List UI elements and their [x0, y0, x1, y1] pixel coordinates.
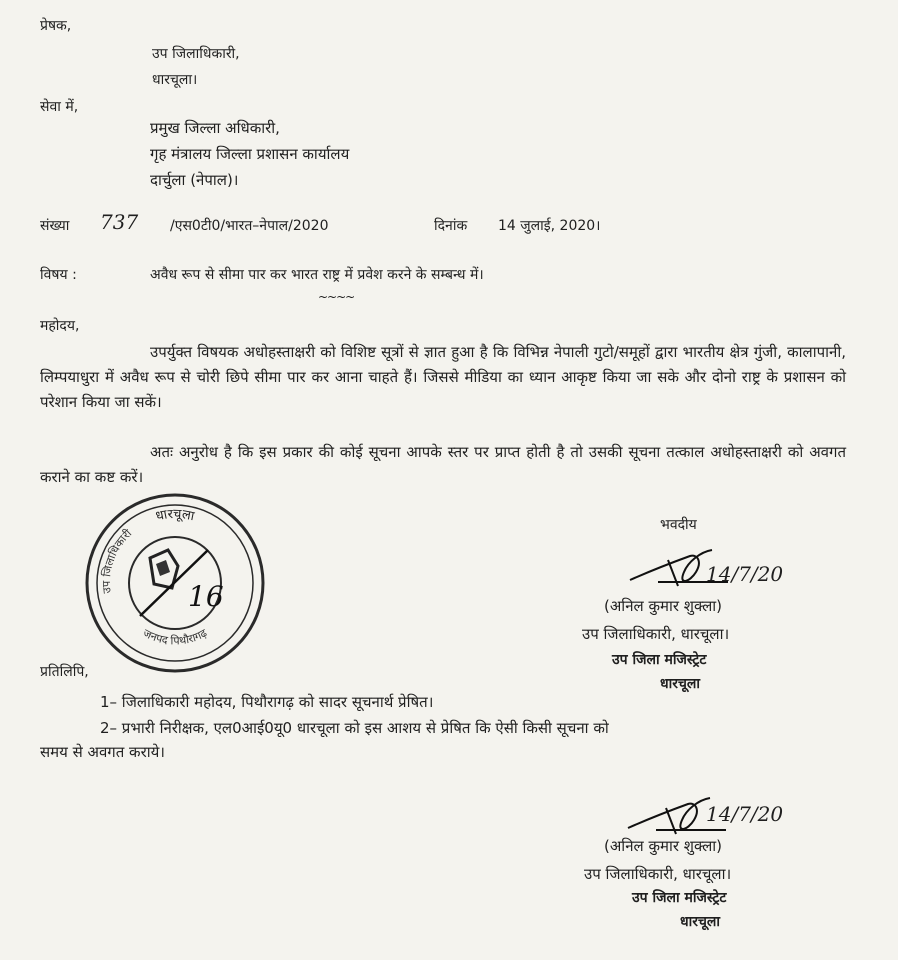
- stamp-designation: उप जिला मजिस्ट्रेट: [612, 652, 707, 668]
- signatory-2-designation: उप जिलाधिकारी, धारचूला।: [584, 865, 732, 883]
- stamp-2-designation: उप जिला मजिस्ट्रेट: [632, 890, 727, 906]
- signature-2-date: 14/7/20: [706, 802, 784, 826]
- copy-to-item-1: 1– जिलाधिकारी महोदय, पिथौरागढ़ को सादर सूचनार्थ प्रेषित।: [100, 693, 434, 711]
- reference-number: 737: [100, 210, 139, 234]
- copy-to-label: प्रतिलिपि,: [40, 664, 89, 680]
- body-paragraph-2: अतः अनुरोध है कि इस प्रकार की कोई सूचना आपके स्तर पर प्राप्त होती है तो उसकी सूचना तत्काल अधोहस्ताक्षरी को अवगत कराने का कष्ट करें।: [40, 443, 846, 486]
- seal-top-text: धारचूला: [154, 506, 196, 525]
- signatory-2-name: (अनिल कुमार शुक्ला): [604, 837, 723, 855]
- sender-line2: धारचूला।: [152, 72, 198, 88]
- letter-date: 14 जुलाई, 2020।: [498, 218, 601, 234]
- signatory-designation: उप जिलाधिकारी, धारचूला।: [582, 625, 730, 643]
- subject-text: अवैध रूप से सीमा पार कर भारत राष्ट्र में प्रवेश करने के सम्बन्ध में।: [150, 267, 484, 283]
- reference-label: संख्या: [40, 218, 70, 234]
- recipient-line1: प्रमुख जिल्ला अधिकारी,: [150, 119, 280, 137]
- seal-center-mark: 16: [188, 580, 224, 613]
- seal-left-text: उप जिलाधिकारी: [99, 526, 135, 595]
- subject-label: विषय :: [40, 267, 77, 283]
- stamp-2-place: धारचूला: [680, 914, 720, 930]
- body-paragraph-1: उपर्युक्त विषयक अधोहस्ताक्षरी को विशिष्ट सूत्रों से ज्ञात हुआ है कि विभिन्न नेपाली गुटो/समूहों द्वारा भारतीय क्षेत्र गुंजी, कालापानी, लिम्पयाधुरा में अवैध रूप से चोरी छिपे सीमा पार कर आना चाहते हैं। जिससे मीडिया का ध्यान आकृष्ट किया जा सके और दोनो राष्ट्र के प्रशासन को परेशान किया जा सकें।: [40, 343, 846, 411]
- signatory-name: (अनिल कुमार शुक्ला): [604, 597, 723, 615]
- stamp-place: धारचूला: [660, 676, 700, 692]
- signature-date: 14/7/20: [706, 562, 784, 586]
- copy-to-item-2: 2– प्रभारी निरीक्षक, एल0आई0यू0 धारचूला को इस आशय से प्रेषित कि ऐसी किसी सूचना को: [100, 719, 609, 737]
- recipient-label: सेवा में,: [40, 99, 79, 115]
- copy-to-item-2-cont: समय से अवगत कराये।: [40, 743, 165, 761]
- recipient-line3: दार्चुला (नेपाल)।: [150, 171, 239, 189]
- official-seal-icon: [80, 488, 270, 678]
- date-label: दिनांक: [434, 218, 468, 234]
- salutation: महोदय,: [40, 318, 80, 334]
- sender-line1: उप जिलाधिकारी,: [152, 46, 240, 62]
- seal-bottom-text: जनपद पिथौरागढ़: [140, 626, 210, 648]
- reference-code: /एस0टी0/भारत–नेपाल/2020: [170, 218, 329, 234]
- valediction: भवदीय: [660, 517, 697, 533]
- subject-underline: ~~~~: [318, 290, 355, 304]
- recipient-line2: गृह मंत्रालय जिल्ला प्रशासन कार्यालय: [150, 145, 350, 163]
- sender-label: प्रेषक,: [40, 18, 72, 34]
